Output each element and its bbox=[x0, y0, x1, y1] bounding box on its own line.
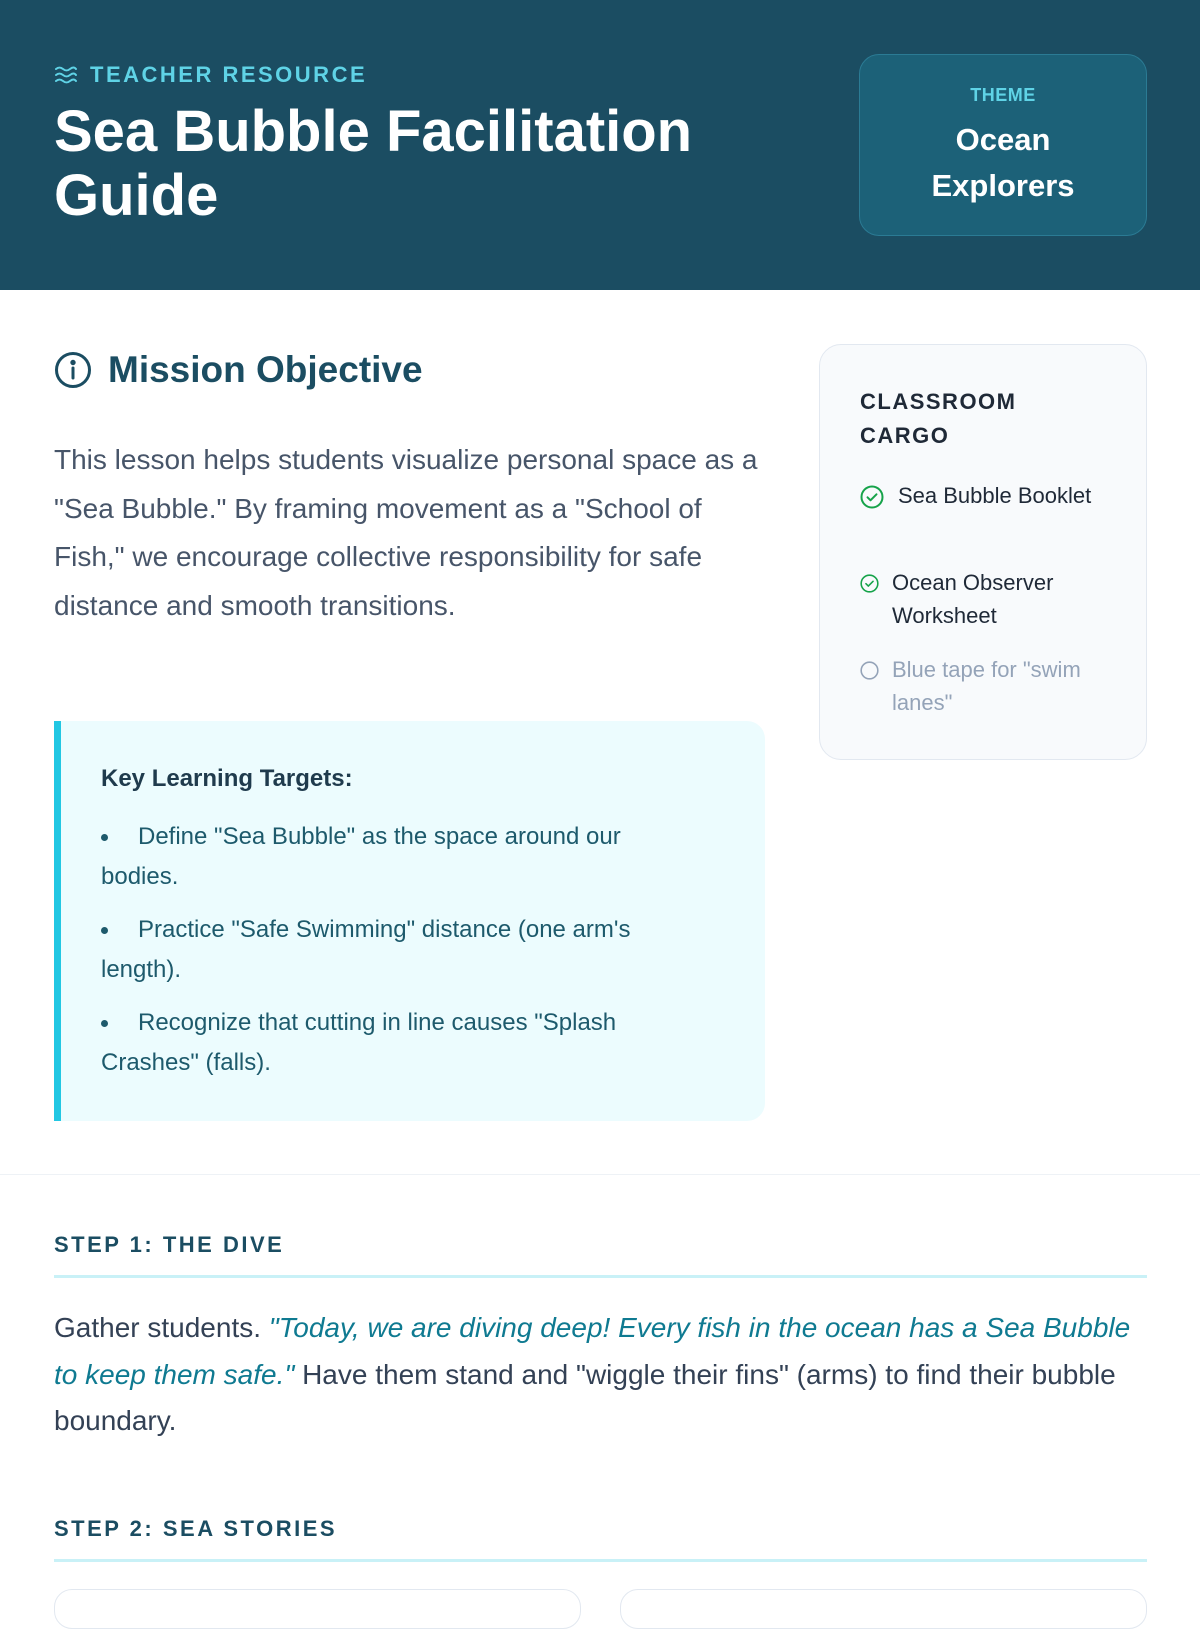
theme-label: THEME bbox=[970, 85, 1036, 105]
waves-icon bbox=[54, 65, 78, 85]
mission-objective-heading bbox=[54, 348, 423, 392]
step-2-rule bbox=[54, 1559, 1147, 1562]
page-header bbox=[0, 0, 1200, 290]
page-title: Sea Bubble Facilitation Guide bbox=[54, 99, 693, 228]
check-circle-icon bbox=[860, 574, 879, 598]
step-1-quote: "Today, we are diving deep! Every fish in the ocean has a Sea Bubble to keep them safe." bbox=[54, 1312, 1131, 1390]
theme-badge bbox=[859, 54, 1147, 236]
resource-eyebrow bbox=[54, 62, 367, 88]
step-1-tail: Have them stand and "wiggle their fins" (arms) to find their bubble boundary. bbox=[54, 1358, 1116, 1436]
list-item: Define "Sea Bubble" as the space around our bodies. bbox=[101, 817, 701, 897]
cargo-item-blue-tape[interactable] bbox=[860, 653, 1120, 719]
sea-story-card bbox=[620, 1589, 1147, 1629]
cargo-item-sea-bubble-booklet[interactable] bbox=[860, 479, 1120, 512]
list-item: Practice "Safe Swimming" distance (one arm's length). bbox=[101, 910, 701, 990]
cargo-item-ocean-observer-worksheet[interactable] bbox=[860, 566, 1120, 632]
targets-list bbox=[101, 817, 701, 1096]
targets-title: Key Learning Targets: bbox=[101, 765, 353, 792]
cargo-item-label: Blue tape for "swim lanes" bbox=[892, 657, 1081, 715]
info-icon bbox=[54, 351, 92, 389]
mission-intro: This lesson helps students visualize personal space as a "Sea Bubble." By framing movement as a "School of Fish," we encourage collective responsibility for safe distance and smooth transitions. bbox=[54, 444, 758, 621]
eyebrow-label: TEACHER RESOURCE bbox=[90, 62, 368, 87]
theme-value: Ocean Explorers bbox=[931, 122, 1075, 203]
section-divider bbox=[0, 1174, 1200, 1175]
empty-circle-icon bbox=[860, 661, 879, 685]
step-1-lead: Gather students. bbox=[54, 1312, 262, 1343]
step-1-rule bbox=[54, 1275, 1147, 1278]
step-1-title: STEP 1: THE DIVE bbox=[54, 1232, 285, 1257]
check-circle-icon bbox=[860, 485, 884, 514]
step-2-title: STEP 2: SEA STORIES bbox=[54, 1516, 338, 1541]
classroom-cargo-card bbox=[819, 344, 1147, 760]
list-item: Recognize that cutting in line causes "Splash Crashes" (falls). bbox=[101, 1003, 701, 1083]
sea-story-card bbox=[54, 1589, 581, 1629]
cargo-title: CLASSROOM CARGO bbox=[860, 389, 1017, 448]
cargo-item-label: Sea Bubble Booklet bbox=[898, 483, 1092, 508]
mission-heading-text: Mission Objective bbox=[108, 349, 423, 390]
learning-targets-callout bbox=[54, 721, 765, 1121]
step-1-body bbox=[54, 1305, 1147, 1445]
cargo-item-label: Ocean Observer Worksheet bbox=[892, 570, 1054, 628]
